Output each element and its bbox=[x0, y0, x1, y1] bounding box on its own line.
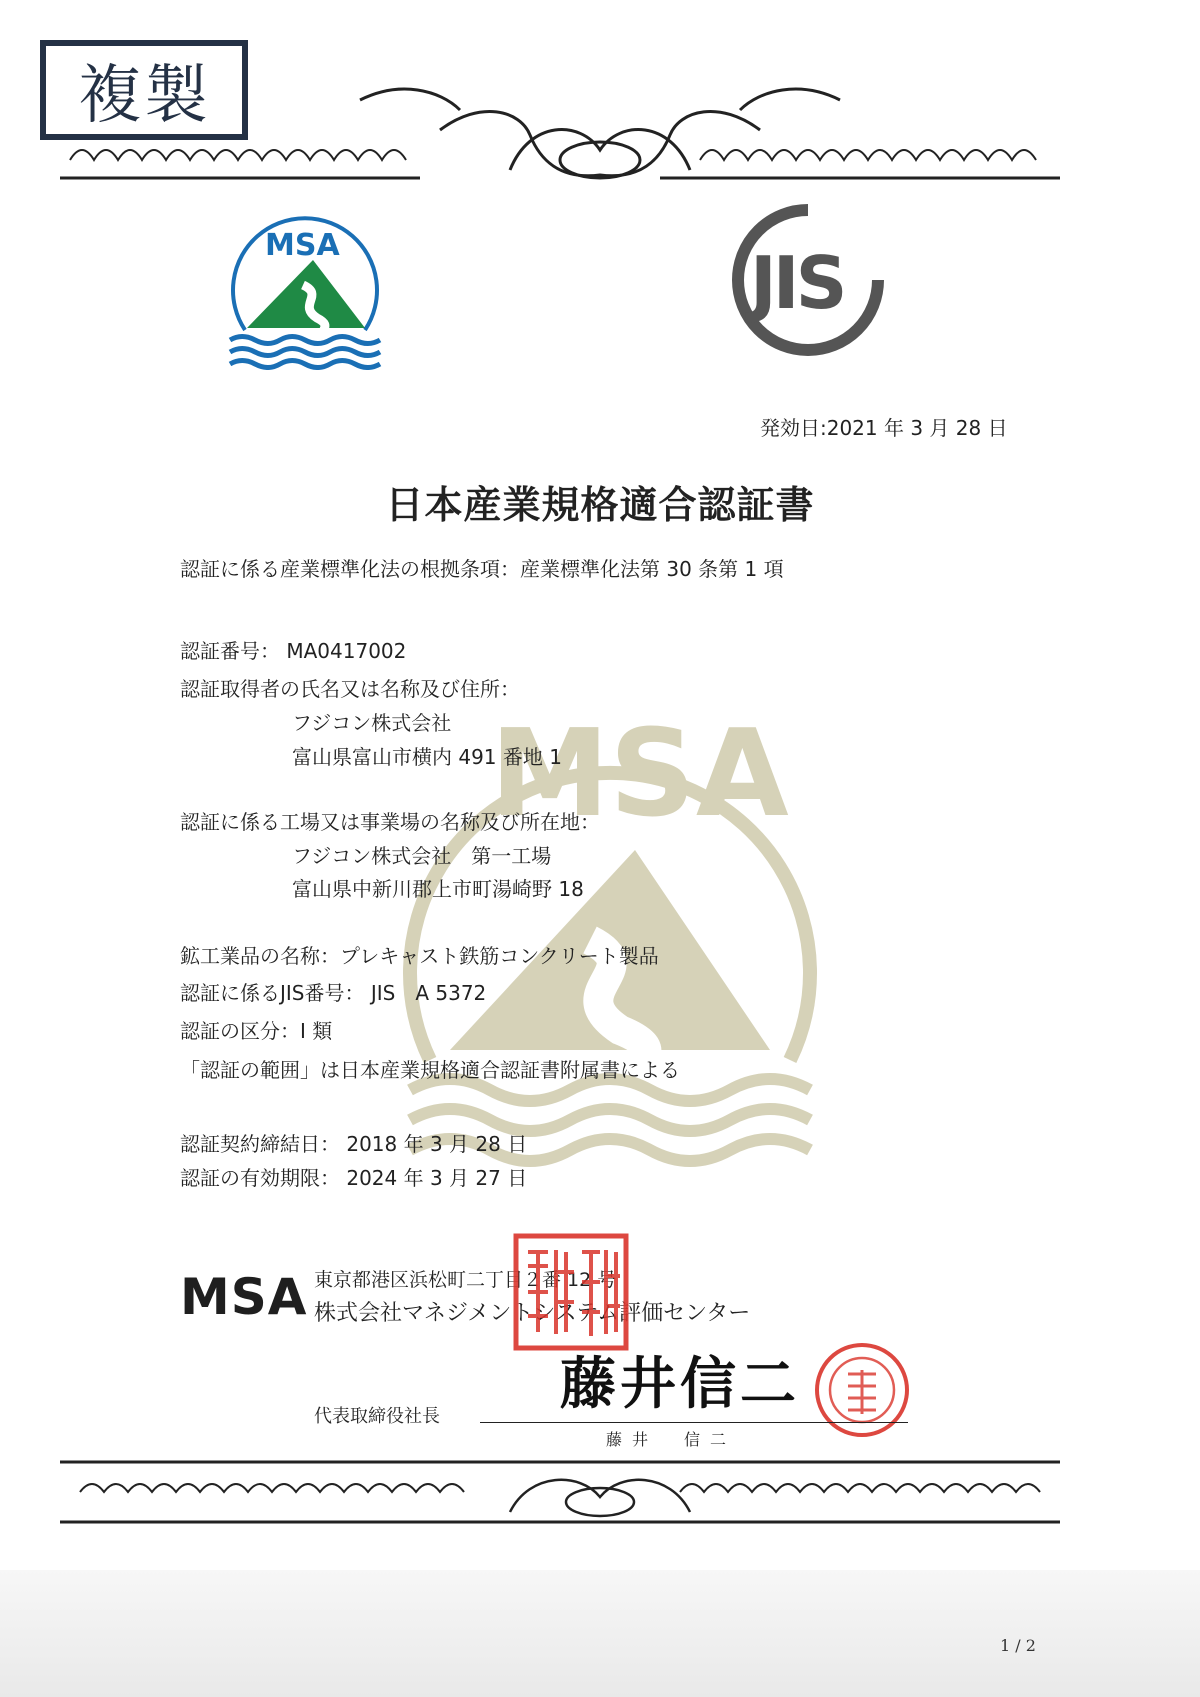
contract-date: 認証契約締結日： 2018 年 3 月 28 日 bbox=[180, 1132, 528, 1156]
signature-line bbox=[480, 1422, 908, 1423]
representative-title: 代表取締役社長 bbox=[314, 1406, 440, 1427]
cert-number: 認証番号： MA0417002 bbox=[180, 639, 407, 663]
cert-scope: 「認証の範囲」は日本産業規格適合認証書附属書による bbox=[180, 1058, 680, 1082]
copy-stamp: 複製 bbox=[40, 40, 248, 140]
product-name: 鉱工業品の名称：プレキャスト鉄筋コンクリート製品 bbox=[180, 944, 659, 968]
factory-label: 認証に係る工場又は事業場の名称及び所在地： bbox=[180, 810, 600, 834]
jis-number: 認証に係るJIS番号： JIS A 5372 bbox=[180, 981, 487, 1005]
company-seal bbox=[512, 1232, 630, 1352]
issuer-address: 東京都港区浜松町二丁目２番 12 号 bbox=[314, 1269, 617, 1291]
svg-text:JIS: JIS bbox=[750, 241, 844, 325]
legal-basis: 認証に係る産業標準化法の根拠条項：産業標準化法第 30 条第 1 項 bbox=[180, 557, 784, 581]
holder-address: 富山県富山市横内 491 番地 1 bbox=[292, 745, 562, 769]
representative-seal bbox=[812, 1340, 912, 1440]
expiry-date: 認証の有効期限： 2024 年 3 月 27 日 bbox=[180, 1166, 528, 1190]
bottom-ornament bbox=[60, 1452, 1140, 1542]
holder-label: 認証取得者の氏名又は名称及び住所： bbox=[180, 677, 520, 701]
holder-name: フジコン株式会社 bbox=[292, 711, 452, 735]
issuer-name: 株式会社マネジメントシステム評価センター bbox=[314, 1301, 751, 1326]
factory-address: 富山県中新川郡上市町湯崎野 18 bbox=[292, 877, 584, 901]
cert-category: 認証の区分：Ⅰ 類 bbox=[180, 1019, 333, 1043]
representative-name: 藤井 信二 bbox=[606, 1430, 737, 1449]
issue-date: 発効日:2021 年 3 月 28 日 bbox=[760, 416, 1008, 440]
page-number: 1 / 2 bbox=[1000, 1636, 1036, 1655]
signature: 藤井信二 bbox=[560, 1351, 800, 1417]
svg-text:MSA: MSA bbox=[490, 705, 789, 844]
issuer-logo: MSA bbox=[180, 1268, 308, 1326]
factory-name: フジコン株式会社 第一工場 bbox=[292, 844, 552, 868]
bottom-band bbox=[0, 1570, 1200, 1697]
certificate-title: 日本産業規格適合認証書 bbox=[385, 483, 815, 527]
jis-logo bbox=[728, 200, 888, 360]
msa-watermark bbox=[390, 640, 830, 1200]
svg-text:MSA: MSA bbox=[265, 228, 340, 263]
msa-logo bbox=[225, 200, 385, 370]
